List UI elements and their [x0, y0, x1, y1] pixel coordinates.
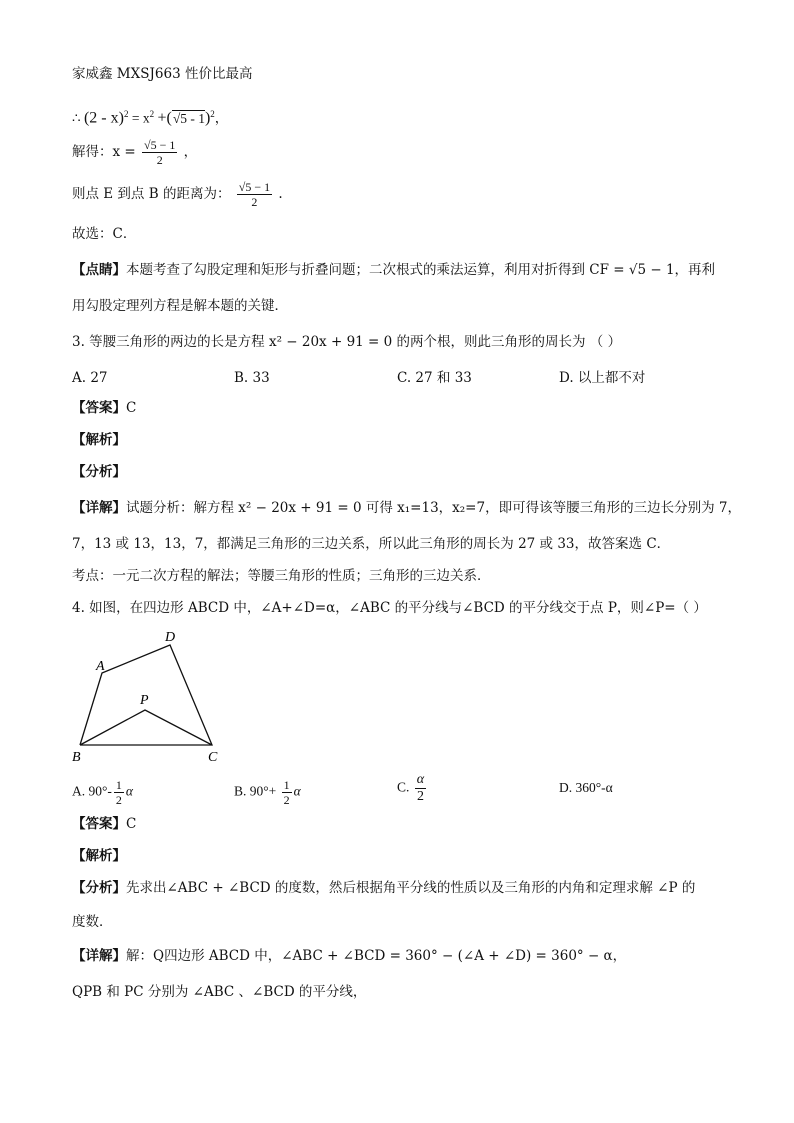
answer-tag: 【答案】: [72, 400, 126, 416]
question-3: 3. 等腰三角形的两边的长是方程 x² − 20x + 91 = 0 的两个根，则此三角形的周长为 （ ）: [72, 334, 622, 350]
distance-fraction: [237, 180, 272, 209]
alpha-symbol: α: [125, 783, 133, 799]
q3-option-d: D. 以上都不对: [559, 370, 646, 386]
label-a: A: [96, 659, 105, 674]
option-fraction: [282, 778, 292, 807]
q4-analysis-1: [72, 878, 695, 898]
period: .: [278, 186, 283, 202]
q3-detail-2: 7，13 或 13，13，7，都满足三角形的三边关系，所以此三角形的周长为 27 或 33，故答案选 C．: [72, 536, 671, 552]
solve-label: 解得：x =: [72, 144, 136, 160]
exponent-2: 2: [210, 109, 215, 119]
q4-analysis-tag: 【解析】: [72, 848, 126, 864]
option-fraction: [114, 778, 124, 807]
q3-answer: [72, 398, 136, 418]
key-point-tag: 【点睛】: [72, 262, 126, 278]
fraction-numerator: √5 − 1: [238, 180, 271, 194]
label-p: P: [140, 693, 149, 708]
fraction-numerator: 1: [283, 778, 290, 792]
option-prefix: A. 90°-: [72, 783, 112, 799]
q3-exam-points: 考点：一元二次方程的解法；等腰三角形的性质；三角形的三边关系．: [72, 568, 491, 584]
fraction-denominator: 2: [283, 793, 290, 807]
label-c: C: [208, 750, 218, 765]
fraction-denominator: 2: [416, 789, 424, 804]
distance-label: 则点 E 到点 B 的距离为：: [72, 186, 231, 202]
option-fraction: [415, 772, 426, 805]
label-d: D: [165, 630, 176, 645]
q3-analysis-tag: 【解析】: [72, 432, 126, 448]
key-point-line: [72, 260, 715, 280]
q4-option-b: [234, 778, 301, 807]
q3-fenxi-tag: 【分析】: [72, 464, 126, 480]
option-prefix: B. 90°+: [234, 783, 280, 799]
alpha-symbol: α: [293, 783, 301, 799]
detail-text: 试题分析：解方程 x² − 20x + 91 = 0 可得 x₁=13，x₂=7，即可得该等腰三角形的三边长分别为 7，: [126, 500, 741, 516]
equation-term-3: +(: [157, 109, 172, 127]
fraction-numerator: α: [416, 772, 425, 787]
answer-tag: 【答案】: [72, 816, 126, 832]
analysis-tag: 【分析】: [72, 880, 126, 896]
comma: ，: [183, 144, 198, 160]
q4-detail-2: QPB 和 PC 分别为 ∠ABC 、∠BCD 的平分线，: [72, 984, 367, 1000]
q3-option-b: B. 33: [234, 370, 270, 386]
q4-option-d: D. 360°-α: [559, 780, 613, 795]
fraction-numerator: 1: [115, 778, 122, 792]
fraction-denominator: 2: [115, 793, 122, 807]
bisector-lines: [80, 710, 212, 745]
fraction-denominator: 2: [156, 153, 163, 167]
comma: ，: [214, 110, 229, 126]
question-4: 4. 如图，在四边形 ABCD 中，∠A+∠D=α，∠ABC 的平分线与∠BCD 的平分线交于点 P，则∠P=（ ）: [72, 600, 707, 616]
quadrilateral-figure: [70, 625, 230, 770]
q3-option-a: A. 27: [72, 370, 108, 386]
detail-tag: 【详解】: [72, 948, 126, 964]
fraction-denominator: 2: [251, 195, 258, 209]
q3-detail-1: [72, 498, 741, 518]
q4-detail-1: [72, 946, 626, 966]
q4-answer: [72, 814, 136, 834]
distance-line: [72, 180, 283, 209]
fraction-numerator: √5 − 1: [144, 138, 176, 152]
equation-term-1: (2 - x): [83, 109, 124, 127]
q4-option-a: [72, 778, 133, 807]
key-point-line-2: 用勾股定理列方程是解本题的关键．: [72, 298, 288, 314]
detail-text: 解：Q四边形 ABCD 中，∠ABC + ∠BCD = 360° − (∠A + ∠D) = 360° − α，: [126, 948, 627, 964]
equation-close-paren: ): [204, 109, 211, 127]
solution-fraction: [142, 138, 177, 167]
q4-analysis-2: 度数．: [72, 914, 113, 930]
answer-value: C: [126, 816, 137, 832]
analysis-text: 先求出∠ABC + ∠BCD 的度数，然后根据角平分线的性质以及三角形的内角和定理求解 ∠P 的: [126, 880, 696, 896]
q4-option-c: [397, 772, 428, 805]
header-note: 家威鑫 MXSJ663 性价比最高: [72, 66, 253, 82]
exponent-2: 2: [123, 109, 129, 119]
detail-tag: 【详解】: [72, 500, 126, 516]
option-prefix: C.: [397, 779, 410, 795]
label-b: B: [72, 750, 81, 765]
equation-line: [72, 104, 228, 129]
equation-sqrt-term: √5 - 1: [172, 110, 205, 126]
equation-term-2: = x: [131, 110, 150, 126]
therefore-symbol: ∴: [72, 110, 81, 126]
exponent-2: 2: [149, 109, 155, 119]
answer-choice-line: 故选：C．: [72, 226, 137, 242]
answer-value: C: [126, 400, 137, 416]
key-point-text: 本题考查了勾股定理和矩形与折叠问题；二次根式的乘法运算，利用对折得到 CF = √5 − 1，再利: [126, 262, 716, 278]
solve-line: [72, 138, 197, 167]
q3-option-c: C. 27 和 33: [397, 370, 472, 386]
